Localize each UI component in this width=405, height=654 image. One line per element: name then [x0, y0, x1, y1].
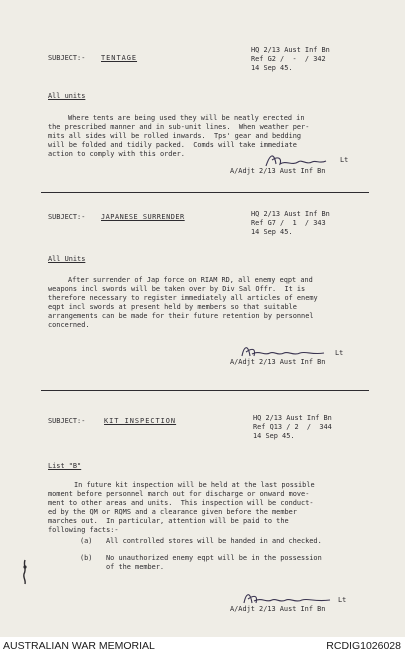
memo3-body-line: following facts:-: [48, 526, 119, 534]
memo3-subject: KIT INSPECTION: [104, 417, 177, 425]
footer-source: AUSTRALIAN WAR MEMORIAL: [3, 640, 155, 652]
memo3-subject-label: SUBJECT:-: [48, 417, 86, 425]
memo1-body-line: Where tents are being used they will be neatly erected in: [68, 114, 305, 122]
memo2-body-line: arrangements can be made for their future retention by personnel: [48, 312, 314, 320]
memo2-signature-rank: Lt: [335, 349, 344, 357]
memo3-signoff: A/Adjt 2/13 Aust Inf Bn: [230, 605, 326, 613]
memo1-ref-hq: HQ 2/13 Aust Inf Bn: [251, 46, 330, 54]
memo3-item-text: All controlled stores will be handed in and checked.: [106, 537, 322, 545]
memo3-body-line: In future kit inspection will be held at the last possible: [74, 481, 315, 489]
memo2-signoff: A/Adjt 2/13 Aust Inf Bn: [230, 358, 326, 366]
memo2-addressee: All Units: [48, 255, 86, 263]
memo3-body-line: ment to other areas and units. This inspection will be conduct-: [48, 499, 314, 507]
archive-footer: [0, 637, 405, 654]
memo2-body-line: weapons incl swords will be taken over by Div Sal Offr. It is: [48, 285, 306, 293]
memo3-addressee: List "B": [48, 462, 82, 470]
memo2-body-line: therefore necessary to register immediately all articles of enemy: [48, 294, 318, 302]
footer-record-id: RCDIG1026028: [326, 640, 401, 652]
memo1-signoff: A/Adjt 2/13 Aust Inf Bn: [230, 167, 326, 175]
memo2-ref-number: Ref G7 / 1 / 343: [251, 219, 326, 227]
memo3-body-line: marches out. In particular, attention will be paid to the: [48, 517, 289, 525]
memo1-subject: TENTAGE: [101, 54, 138, 62]
memo2-ref-date: 14 Sep 45.: [251, 228, 293, 236]
paper-fastener-mark: [20, 558, 30, 586]
memo2-body-line: concerned.: [48, 321, 90, 329]
memo1-body-line: mits all sides will be rolled inwards. Tps' gear and bedding: [48, 132, 302, 140]
memo1-subject-label: SUBJECT:-: [48, 54, 86, 62]
memo3-item-label: (b): [80, 554, 93, 562]
memo2-ref-hq: HQ 2/13 Aust Inf Bn: [251, 210, 330, 218]
memo3-body-line: ed by the QM or RQMS and a clearance given before the member: [48, 508, 297, 516]
memo3-ref-hq: HQ 2/13 Aust Inf Bn: [253, 414, 332, 422]
memo3-item-text: of the member.: [106, 563, 165, 571]
memo3-item-text: No unauthorized enemy eqpt will be in the possession: [106, 554, 322, 562]
memo1-body-line: action to comply with this order.: [48, 150, 185, 158]
memo3-ref-date: 14 Sep 45.: [253, 432, 295, 440]
memo2-body-line: eqpt incl swords at present held by members so that suitable: [48, 303, 297, 311]
memo3-body-line: moment before personnel march out for discharge or onward move-: [48, 490, 310, 498]
section-divider: [41, 192, 369, 193]
memo1-signature-rank: Lt: [340, 156, 349, 164]
memo1-ref-number: Ref G2 / - / 342: [251, 55, 326, 63]
memo3-item-label: (a): [80, 537, 93, 545]
memo2-body-line: After surrender of Jap force on RIAM RD, all enemy eqpt and: [68, 276, 313, 284]
memo3-ref-number: Ref Q13 / 2 / 344: [253, 423, 332, 431]
memo1-ref-date: 14 Sep 45.: [251, 64, 293, 72]
memo2-subject-label: SUBJECT:-: [48, 213, 86, 221]
memo3-signature-rank: Lt: [338, 596, 347, 604]
memo2-subject: JAPANESE SURRENDER: [101, 213, 185, 221]
memo1-addressee: All units: [48, 92, 86, 100]
section-divider: [41, 390, 369, 391]
memo1-body-line: the prescribed manner and in sub-unit lines. When weather per-: [48, 123, 310, 131]
memo1-body-line: will be folded and tidily packed. Comds will take immediate: [48, 141, 297, 149]
